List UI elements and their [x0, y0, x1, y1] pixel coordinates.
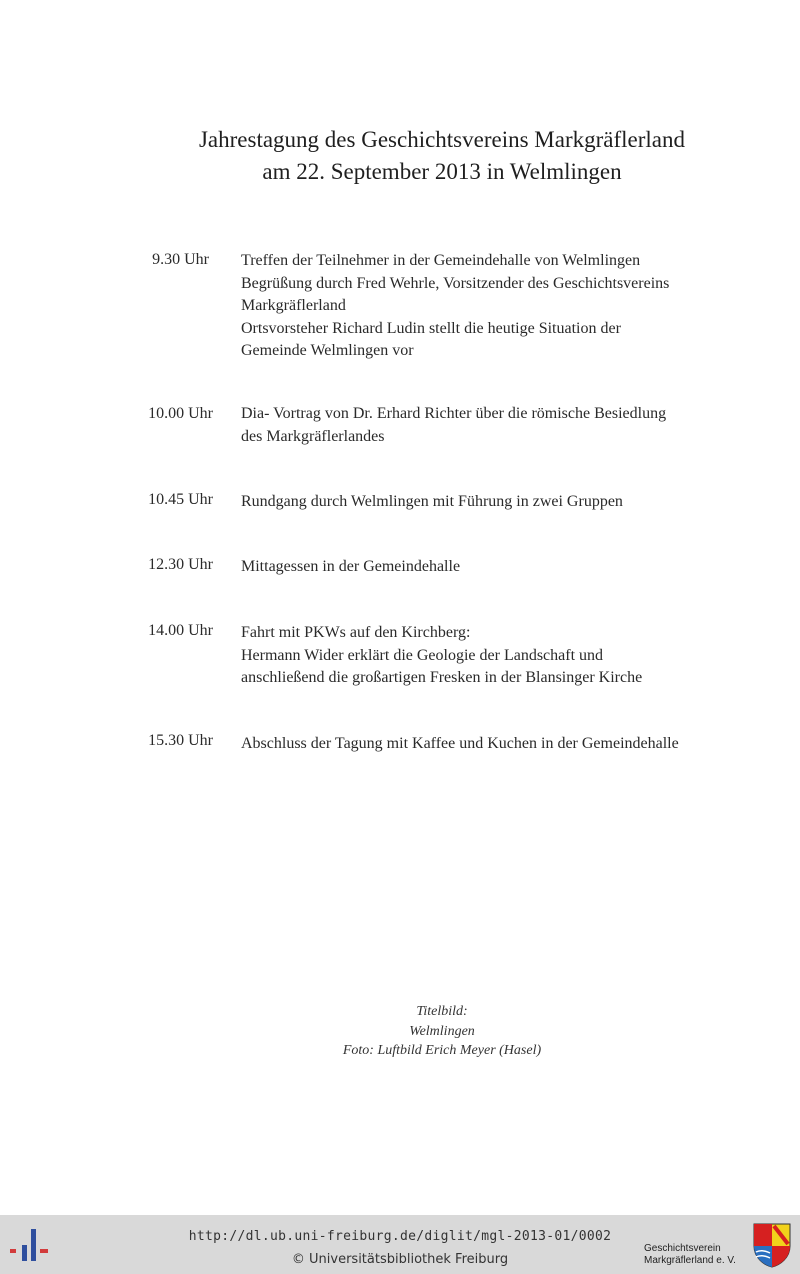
- association-name: [644, 1243, 736, 1267]
- schedule-description: [241, 622, 781, 690]
- caption-line: Foto: Luftbild Erich Meyer (Hasel): [342, 1043, 542, 1058]
- schedule-time: 15.30 Uhr: [148, 732, 213, 749]
- schedule-description: [241, 733, 781, 756]
- caption-line: Titelbild:: [416, 1004, 468, 1019]
- association-line: Geschichtsverein: [644, 1243, 721, 1254]
- document-title-line1: Jahrestagung des Geschichtsvereins Markgräflerland: [198, 127, 686, 152]
- footer-url-link[interactable]: http://dl.ub.uni-freiburg.de/diglit/mgl-2013-01/0002: [188, 1229, 612, 1244]
- coat-of-arms-icon: [752, 1222, 792, 1268]
- schedule-line: Markgräflerland: [241, 297, 346, 314]
- document-title-line2: am 22. September 2013 in Welmlingen: [262, 159, 622, 184]
- schedule-line: anschließend die großartigen Fresken in der Blansinger Kirche: [241, 669, 643, 686]
- schedule-time: 14.00 Uhr: [148, 622, 213, 639]
- schedule-time: 10.00 Uhr: [148, 405, 213, 422]
- schedule-line: Ortsvorsteher Richard Ludin stellt die heutige Situation der: [241, 319, 621, 337]
- schedule-line: Gemeinde Welmlingen vor: [241, 342, 414, 359]
- schedule-line: Fahrt mit PKWs auf den Kirchberg:: [241, 624, 471, 641]
- schedule-description: [241, 556, 781, 579]
- association-line: Markgräflerland e. V.: [644, 1255, 736, 1266]
- schedule-time: 9.30 Uhr: [152, 251, 209, 268]
- schedule-time: 12.30 Uhr: [148, 556, 213, 573]
- schedule-description: [241, 250, 781, 363]
- schedule-line: Hermann Wider erklärt die Geologie der Landschaft und: [241, 646, 604, 664]
- schedule-line: Mittagessen in der Gemeindehalle: [241, 558, 461, 575]
- footer-bar: [0, 1215, 800, 1274]
- schedule-line: des Markgräflerlandes: [241, 427, 385, 445]
- caption-line: Welmlingen: [409, 1023, 475, 1039]
- schedule-description: [241, 403, 781, 448]
- schedule-line: Treffen der Teilnehmer in der Gemeindehalle von Welmlingen: [241, 252, 641, 269]
- schedule-line: Rundgang durch Welmlingen mit Führung in zwei Gruppen: [241, 493, 623, 510]
- schedule-line: Begrüßung durch Fred Wehrle, Vorsitzender des Geschichtsvereins: [241, 274, 670, 292]
- schedule-time: 10.45 Uhr: [148, 491, 213, 508]
- schedule-description: [241, 491, 781, 514]
- footer-copyright: © Universitätsbibliothek Freiburg: [291, 1252, 509, 1267]
- cover-photo-caption: [0, 1002, 800, 1061]
- schedule-line: Dia- Vortrag von Dr. Erhard Richter über die römische Besiedlung: [241, 405, 667, 422]
- schedule-line: Abschluss der Tagung mit Kaffee und Kuchen in der Gemeindehalle: [241, 735, 679, 752]
